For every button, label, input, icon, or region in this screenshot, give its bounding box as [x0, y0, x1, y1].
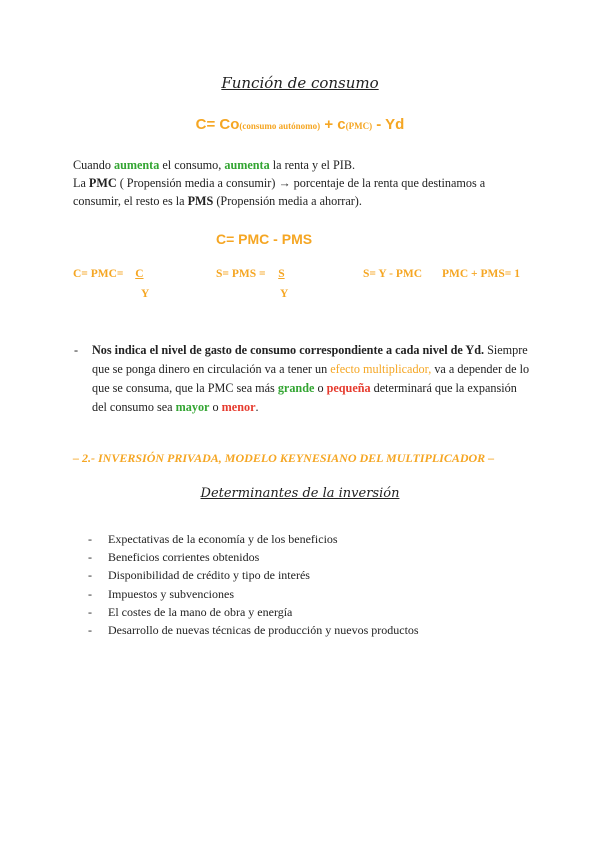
list-item: - Impuestos y subvenciones — [88, 586, 234, 601]
formula-s-pms: S= PMS = S Y — [216, 268, 289, 300]
page-title: Función de consumo — [221, 74, 379, 92]
list-item: - Disponibilidad de crédito y tipo de interés — [88, 568, 310, 583]
paragraph-consumption-increase: Cuando aumenta el consumo, aumenta la renta y el PIB. — [73, 158, 356, 172]
list-item: - Desarrollo de nuevas técnicas de producción y nuevos productos — [88, 622, 419, 637]
determinants-list — [88, 530, 419, 639]
list-item: - Expectativas de la economía y de los beneficios — [88, 532, 338, 546]
consumption-formula: C= Co(consumo autónomo) + c(PMC) - Yd — [195, 116, 405, 133]
list-item: - El costes de la mano de obra y energía — [88, 604, 293, 619]
bullet-multiplier-explanation: - Nos indica el nivel de gasto de consumo correspondiente a cada nivel de Yd. Siempre que se ponga dinero en circulación va a tener un efecto multiplicador, va a depender de lo que se consuma, que la PMC sea más grande o pequeña determinará que la expansión del consumo sea mayor o menor. — [74, 343, 530, 414]
pmc-formula: C= PMC - PMS — [216, 231, 313, 247]
formula-s-y-pmc: S= Y - PMC — [363, 268, 423, 280]
formula-c-pmc: C= PMC= C Y — [73, 268, 150, 300]
section-heading: – 2.- INVERSIÓN PRIVADA, MODELO KEYNESIANO DEL MULTIPLICADOR – — [73, 451, 495, 465]
subtitle: Determinantes de la inversión — [200, 486, 400, 501]
formula-pmc-pms-sum: PMC + PMS= 1 — [442, 268, 520, 280]
paragraph-pmc-definition: La PMC ( Propensión media a consumir) → porcentaje de la renta que destinamos a consumir, el resto es la PMS (Propensión media a ahorrar). — [73, 176, 486, 208]
list-item: - Beneficios corrientes obtenidos — [88, 550, 260, 565]
